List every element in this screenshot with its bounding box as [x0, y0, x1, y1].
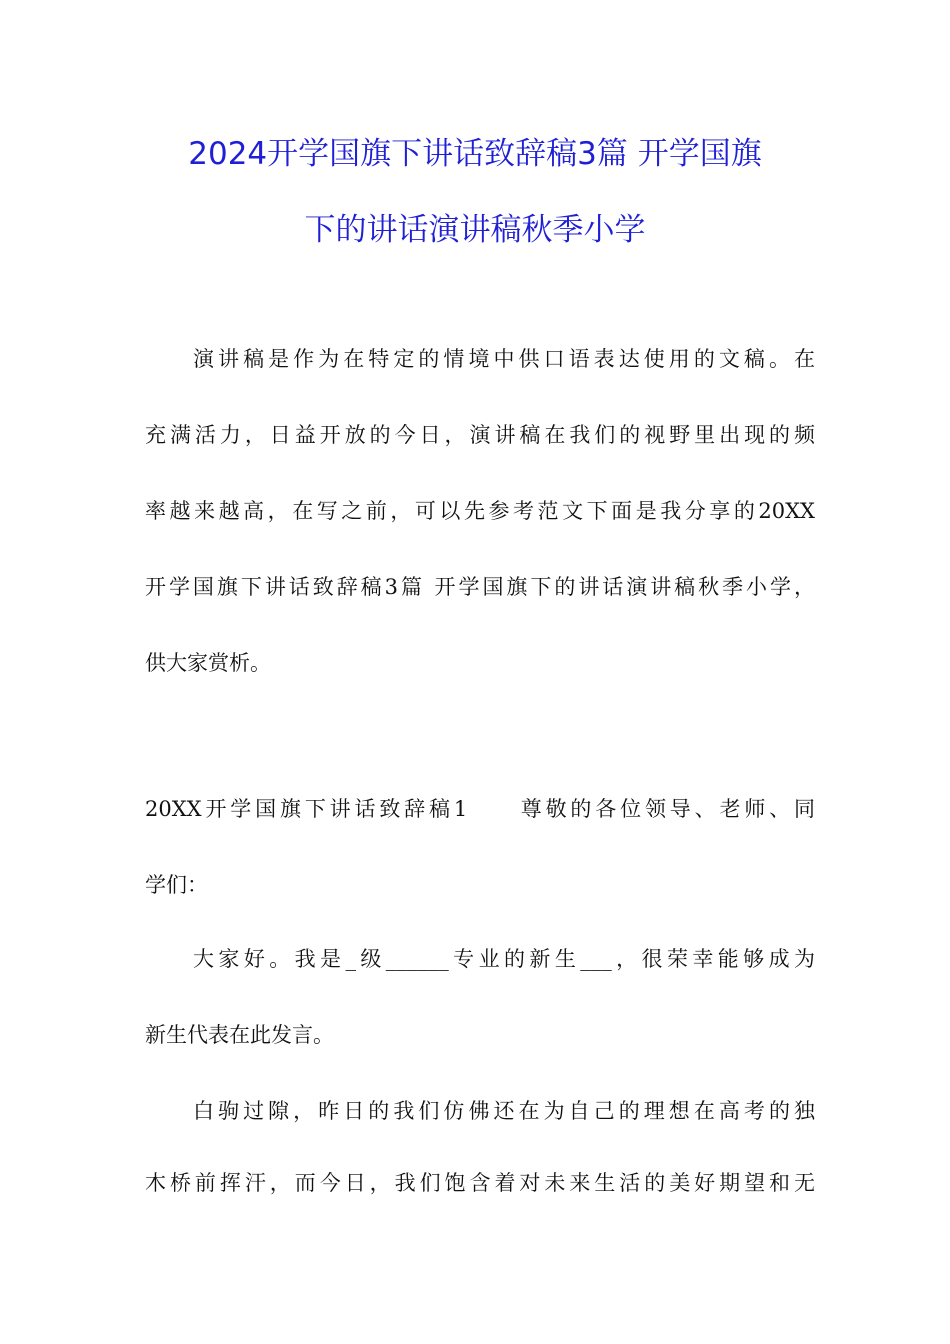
- paragraph-line: 木桥前挥汗，而今日，我们饱含着对未来生活的美好期望和无: [145, 1171, 815, 1195]
- paragraph-line: 学们：: [145, 873, 208, 897]
- paragraph-line: 率越来越高，在写之前，可以先参考范文下面是我分享的20XX: [145, 499, 815, 523]
- paragraph-line: 充满活力，日益开放的今日，演讲稿在我们的视野里出现的频: [145, 423, 815, 447]
- section-heading-line: 20XX开学国旗下讲话致辞稿1 尊敬的各位领导、老师、同: [145, 797, 815, 821]
- paragraph-line: 白驹过隙，昨日的我们仿佛还在为自己的理想在高考的独: [193, 1099, 815, 1123]
- paragraph-line: 供大家赏析。: [145, 651, 271, 675]
- paragraph-line: 开学国旗下讲话致辞稿3篇 开学国旗下的讲话演讲稿秋季小学，: [145, 575, 815, 599]
- paragraph-line: 演讲稿是作为在特定的情境中供口语表达使用的文稿。在: [193, 347, 815, 371]
- document-title-line-1: 2024开学国旗下讲话致辞稿3篇 开学国旗: [188, 136, 762, 172]
- paragraph-line: 大家好。我是_级______专业的新生___，很荣幸能够成为: [193, 947, 815, 971]
- paragraph-line: 新生代表在此发言。: [145, 1023, 334, 1047]
- document-title-line-2: 下的讲话演讲稿秋季小学: [304, 212, 646, 248]
